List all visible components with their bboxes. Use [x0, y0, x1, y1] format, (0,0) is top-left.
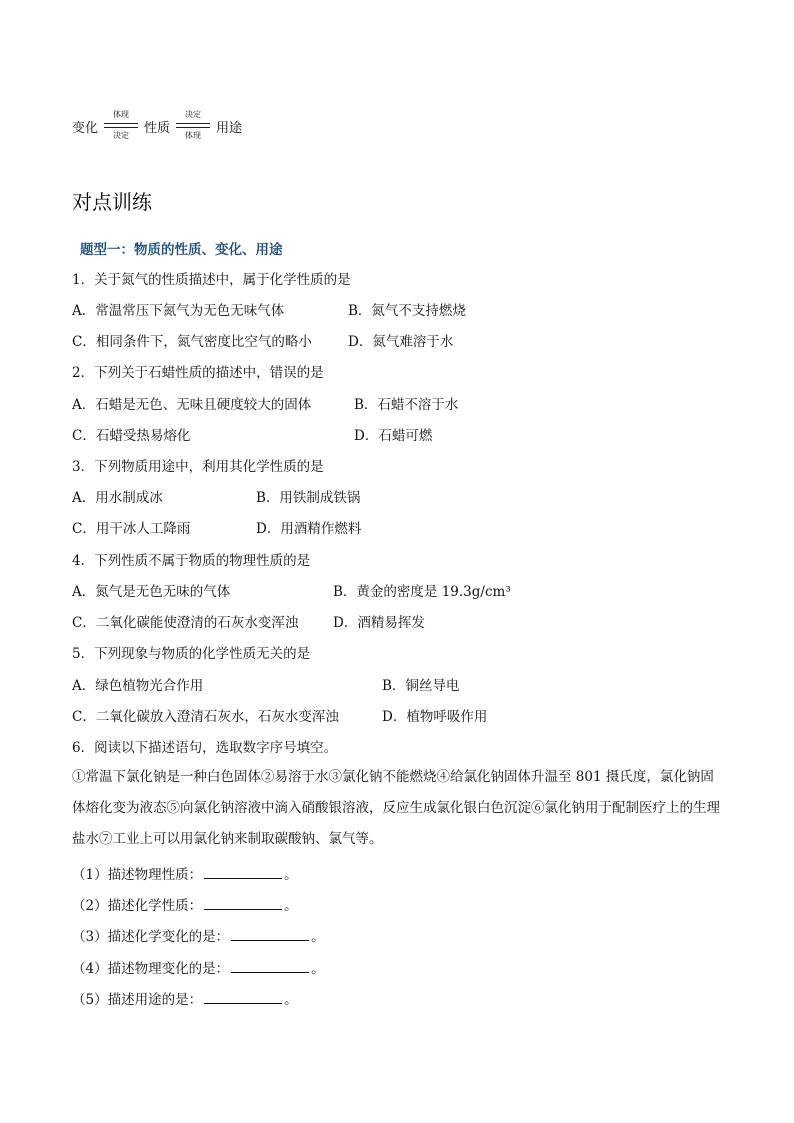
option-a: A．用水制成冰 [72, 490, 163, 506]
blank-end: 。 [311, 929, 325, 945]
option-b: B．用铁制成铁锅 [256, 490, 361, 506]
fill-blank-3 [72, 926, 325, 946]
q6-passage: ①常温下氯化钠是一种白色固体②易溶于水③氯化钠不能燃烧④给氯化钠固体升温至 801 摄氏度，氯化钠固体熔化变为液态⑤向氯化钠溶液中滴入硝酸银溶液，反应生成氯化银白色沉淀⑥氯化钠用于配制医疗上的生理盐水⑦工业上可以用氯化钠来制取碳酸钠、氯气等。 [72, 769, 720, 847]
arrow2-bottom-label: 体现 [185, 131, 201, 140]
option-c: C．相同条件下，氮气密度比空气的略小 [72, 334, 312, 350]
fill-blank-1 [72, 864, 298, 884]
answer-blank[interactable] [231, 958, 309, 973]
option-a: A．石蜡是无色、无味且硬度较大的固体 [72, 397, 312, 413]
option-b: B．石蜡不溶于水 [354, 397, 459, 413]
question-type-heading: 题型一：物质的性质、变化、用途 [80, 242, 283, 258]
blank-label: （3）描述化学变化的是： [72, 929, 230, 945]
question-stem: 2．下列关于石蜡性质的描述中，错误的是 [72, 365, 324, 381]
option-d: D．酒精易挥发 [333, 615, 425, 631]
option-c: C．用干冰人工降雨 [72, 521, 191, 537]
diagram-word-property: 性质 [144, 121, 171, 136]
option-c: C．二氧化碳能使澄清的石灰水变浑浊 [72, 615, 299, 631]
arrow1-top-label: 体现 [113, 110, 129, 119]
question-stem: 4．下列性质不属于物质的物理性质的是 [72, 553, 311, 569]
question-stem: 6．阅读以下描述语句，选取数字序号填空。 [72, 740, 338, 756]
blank-end: 。 [284, 867, 298, 883]
blank-label: （4）描述物理变化的是： [72, 961, 230, 977]
option-b: B．黄金的密度是 19.3g/cm³ [333, 584, 511, 600]
blank-end: 。 [284, 992, 298, 1008]
arrow2-top-label: 决定 [185, 110, 201, 119]
blank-label: （2）描述化学性质： [72, 898, 203, 914]
blank-end: 。 [284, 898, 298, 914]
section-heading: 对点训练 [72, 190, 152, 214]
option-a: A．常温常压下氮气为无色无味气体 [72, 303, 285, 319]
option-a: A．绿色植物光合作用 [72, 678, 204, 694]
answer-blank[interactable] [231, 926, 309, 941]
diagram-word-use: 用途 [216, 121, 243, 136]
question-stem: 1．关于氮气的性质描述中，属于化学性质的是 [72, 272, 351, 288]
option-b: B．氮气不支持燃烧 [348, 303, 466, 319]
diagram-word-change: 变化 [72, 121, 99, 136]
arrow1-bottom-label: 决定 [113, 131, 129, 140]
option-c: C．二氧化碳放入澄清石灰水，石灰水变浑浊 [72, 709, 339, 725]
double-arrow-2 [176, 110, 210, 142]
double-arrow-1 [104, 110, 138, 142]
blank-end: 。 [311, 961, 325, 977]
fill-blank-5 [72, 989, 298, 1009]
option-d: D．植物呼吸作用 [382, 709, 488, 725]
option-d: D．石蜡可燃 [354, 428, 433, 444]
question-stem: 5．下列现象与物质的化学性质无关的是 [72, 646, 311, 662]
answer-blank[interactable] [204, 864, 282, 879]
option-c: C．石蜡受热易熔化 [72, 428, 191, 444]
fill-blank-4 [72, 958, 325, 978]
concept-diagram [72, 108, 332, 144]
fill-blank-2 [72, 895, 298, 915]
option-d: D．用酒精作燃料 [256, 521, 362, 537]
option-a: A．氮气是无色无味的气体 [72, 584, 231, 600]
question-stem: 3．下列物质用途中，利用其化学性质的是 [72, 459, 324, 475]
answer-blank[interactable] [204, 895, 282, 910]
option-d: D．氮气难溶于水 [348, 334, 454, 350]
blank-label: （1）描述物理性质： [72, 867, 203, 883]
option-b: B．铜丝导电 [382, 678, 460, 694]
blank-label: （5）描述用途的是： [72, 992, 203, 1008]
answer-blank[interactable] [204, 989, 282, 1004]
